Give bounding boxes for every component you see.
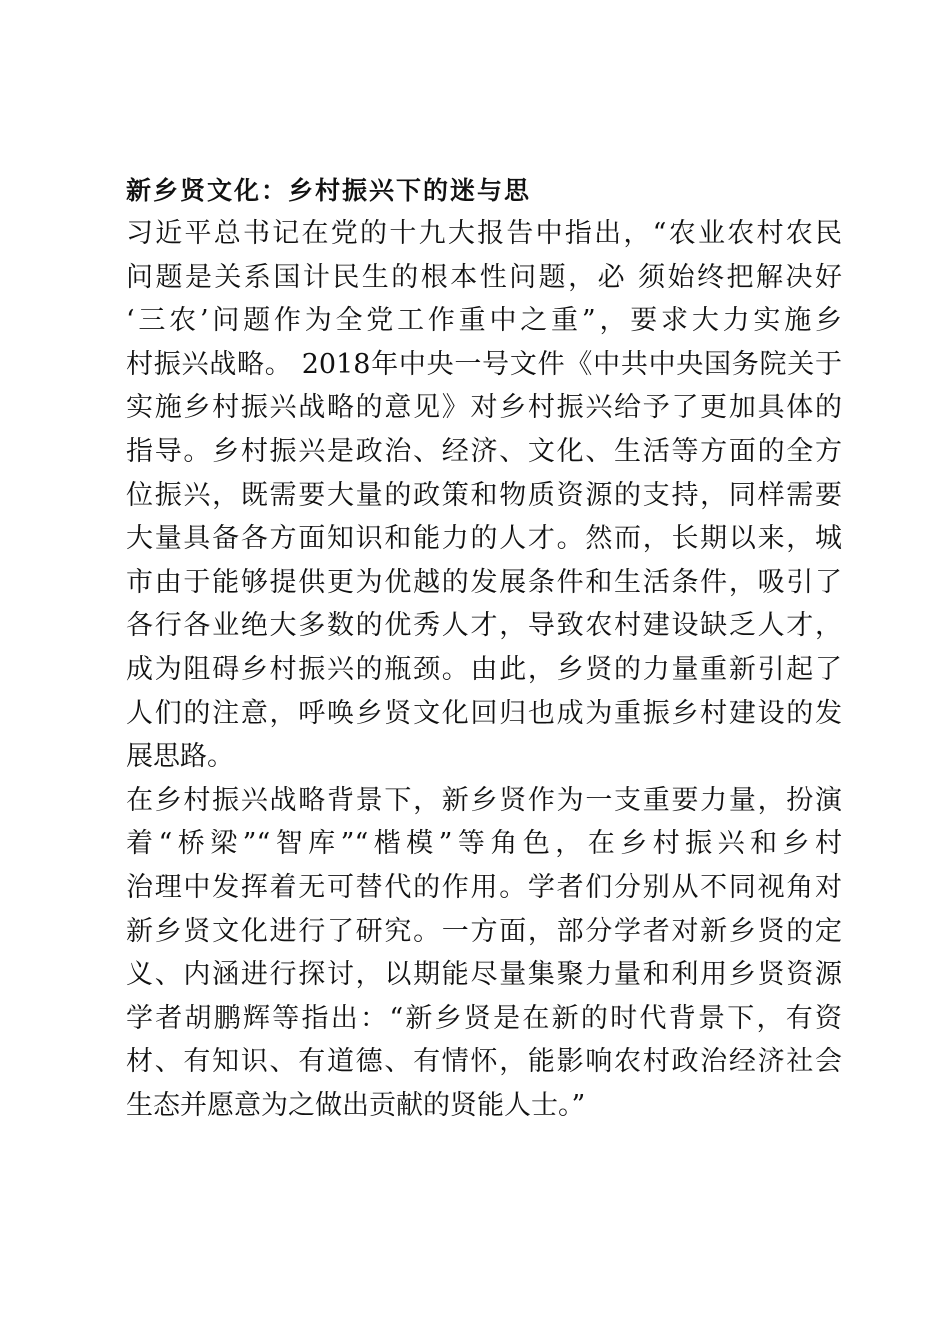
- text-line: 在乡村振兴战略背景下，新乡贤作为一支重要力量，扮演: [126, 784, 842, 816]
- paragraph-1: [126, 212, 842, 779]
- text-line: 村振兴战略。 2018年中央一号文件《中共中央国务院关于: [126, 348, 842, 380]
- text-line: ‘三农’问题作为全党工作重中之重”，要求大力实施乡: [126, 305, 842, 337]
- text-line: 人们的注意，呼唤乡贤文化回归也成为重振乡村建设的发: [126, 697, 842, 729]
- text-line: 治理中发挥着无可替代的作用。学者们分别从不同视角对: [126, 871, 842, 903]
- text-line: 新乡贤文化进行了研究。一方面，部分学者对新乡贤的定: [126, 915, 842, 947]
- text-line: 成为阻碍乡村振兴的瓶颈。由此，乡贤的力量重新引起了: [126, 653, 842, 685]
- text-line: 各行各业绝大多数的优秀人才，导致农村建设缺乏人才，: [126, 610, 842, 642]
- text-line: 市由于能够提供更为优越的发展条件和生活条件，吸引了: [126, 566, 842, 598]
- document-body: [126, 170, 842, 1127]
- document-title: 新乡贤文化：乡村振兴下的迷与思: [126, 176, 532, 205]
- text-line: 指导。乡村振兴是政治、经济、文化、生活等方面的全方: [126, 435, 842, 467]
- text-line: 学者胡鹏辉等指出：“新乡贤是在新的时代背景下，有资: [126, 1002, 842, 1034]
- text-line: 义、内涵进行探讨，以期能尽量集聚力量和利用乡贤资源: [126, 959, 842, 991]
- text-line: 大量具备各方面知识和能力的人才。然而，长期以来，城: [126, 523, 842, 555]
- paragraph-2: [126, 779, 842, 1128]
- text-line: 习近平总书记在党的十九大报告中指出，“农业农村农民: [126, 218, 842, 249]
- text-line: 实施乡村振兴战略的意见》对乡村振兴给予了更加具体的: [126, 392, 842, 424]
- text-line: 位振兴，既需要大量的政策和物质资源的支持，同样需要: [126, 479, 842, 511]
- text-line: 着“桥梁”“智库”“楷模”等角色，在乡村振兴和乡村: [126, 828, 842, 860]
- text-line: 展思路。: [126, 741, 234, 773]
- text-line: 生态并愿意为之做出贡献的贤能人士。”: [126, 1089, 586, 1121]
- text-line: 材、有知识、有道德、有情怀，能影响农村政治经济社会: [126, 1046, 842, 1078]
- text-line: 问题是关系国计民生的根本性问题，必 须始终把解决好: [126, 261, 842, 293]
